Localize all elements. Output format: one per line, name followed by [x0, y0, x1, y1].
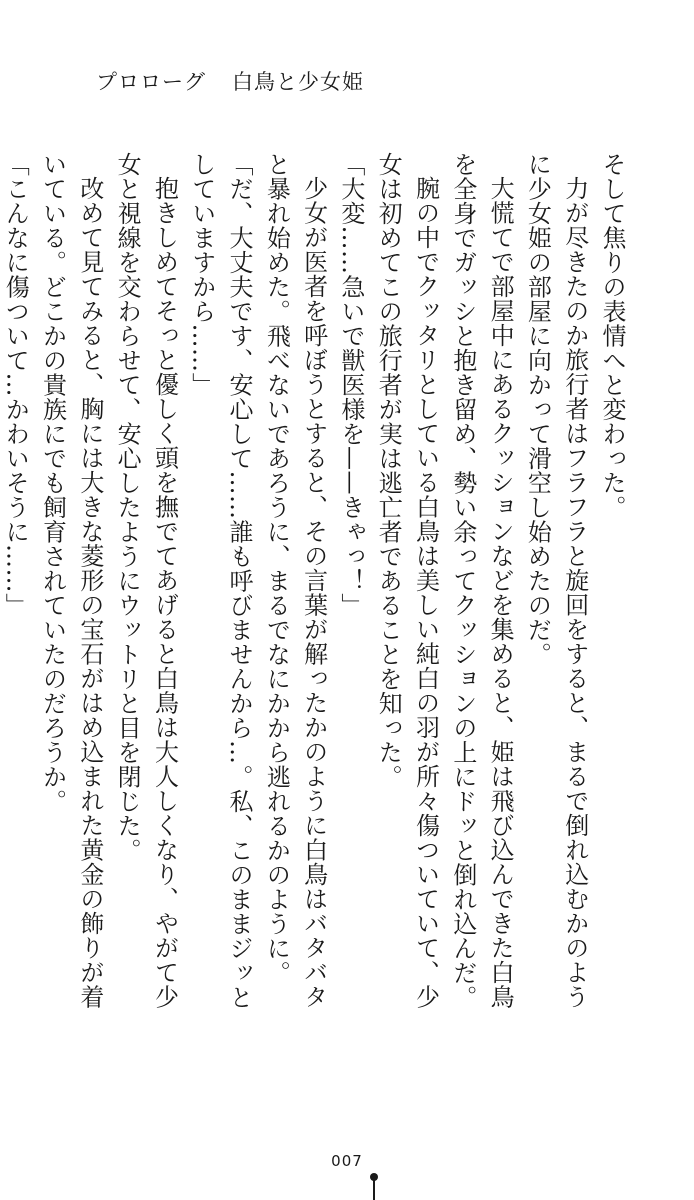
paragraph: 少女が医者を呼ぼうとすると、その言葉が解ったかのように白鳥はバタバタと暴れ始めた。飛べないであろうに、まるでなにかから逃れるかのように。 [262, 152, 328, 1009]
paragraph: 改めて見てみると、胸には大きな菱形の宝石がはめ込まれた黄金の飾りが着いている。どこかの貴族にでも飼育されていたのだろうか。 [38, 152, 104, 1009]
paragraph: そして焦りの表情へと変わった。 [598, 152, 626, 520]
paragraph: 「だ、大丈夫です、安心して……誰も呼びませんから…。私、このままジッとしていますから……」 [187, 152, 254, 1010]
section-title: プロローグ [96, 70, 206, 94]
paragraph: 「大変……急いで獣医様を——きゃっ！」 [336, 152, 365, 618]
chapter-title: 白鳥と少女姫 [232, 70, 364, 94]
paragraph: 腕の中でクッタリとしている白鳥は美しい純白の羽が所々傷ついていて、少女は初めてこの旅行者が実は逃亡者であることを知った。 [374, 152, 440, 1009]
paragraph: 力が尽きたのか旅行者はフラフラと旋回をすると、まるで倒れ込むかのように少女姫の部屋に向かって滑空し始めたのだ。 [523, 152, 589, 1009]
body-text [1, 152, 630, 1032]
folio-rule [373, 1180, 375, 1200]
page-number: 007 [331, 1152, 363, 1170]
paragraph: 大慌てで部屋中にあるクッションなどを集めると、姫は飛び込んできた白鳥を全身でガッシと抱き留め、勢い余ってクッションの上にドッと倒れ込んだ。 [448, 152, 515, 1010]
paragraph: 「こんなに傷ついて…かわいそうに……」 [1, 152, 30, 618]
paragraph: 抱きしめてそっと優しく頭を撫でてあげると白鳥は大人しくなり、やがて少女と視線を交わらせて、安心したようにウットリと目を閉じた。 [113, 152, 179, 1009]
running-header [96, 66, 364, 96]
